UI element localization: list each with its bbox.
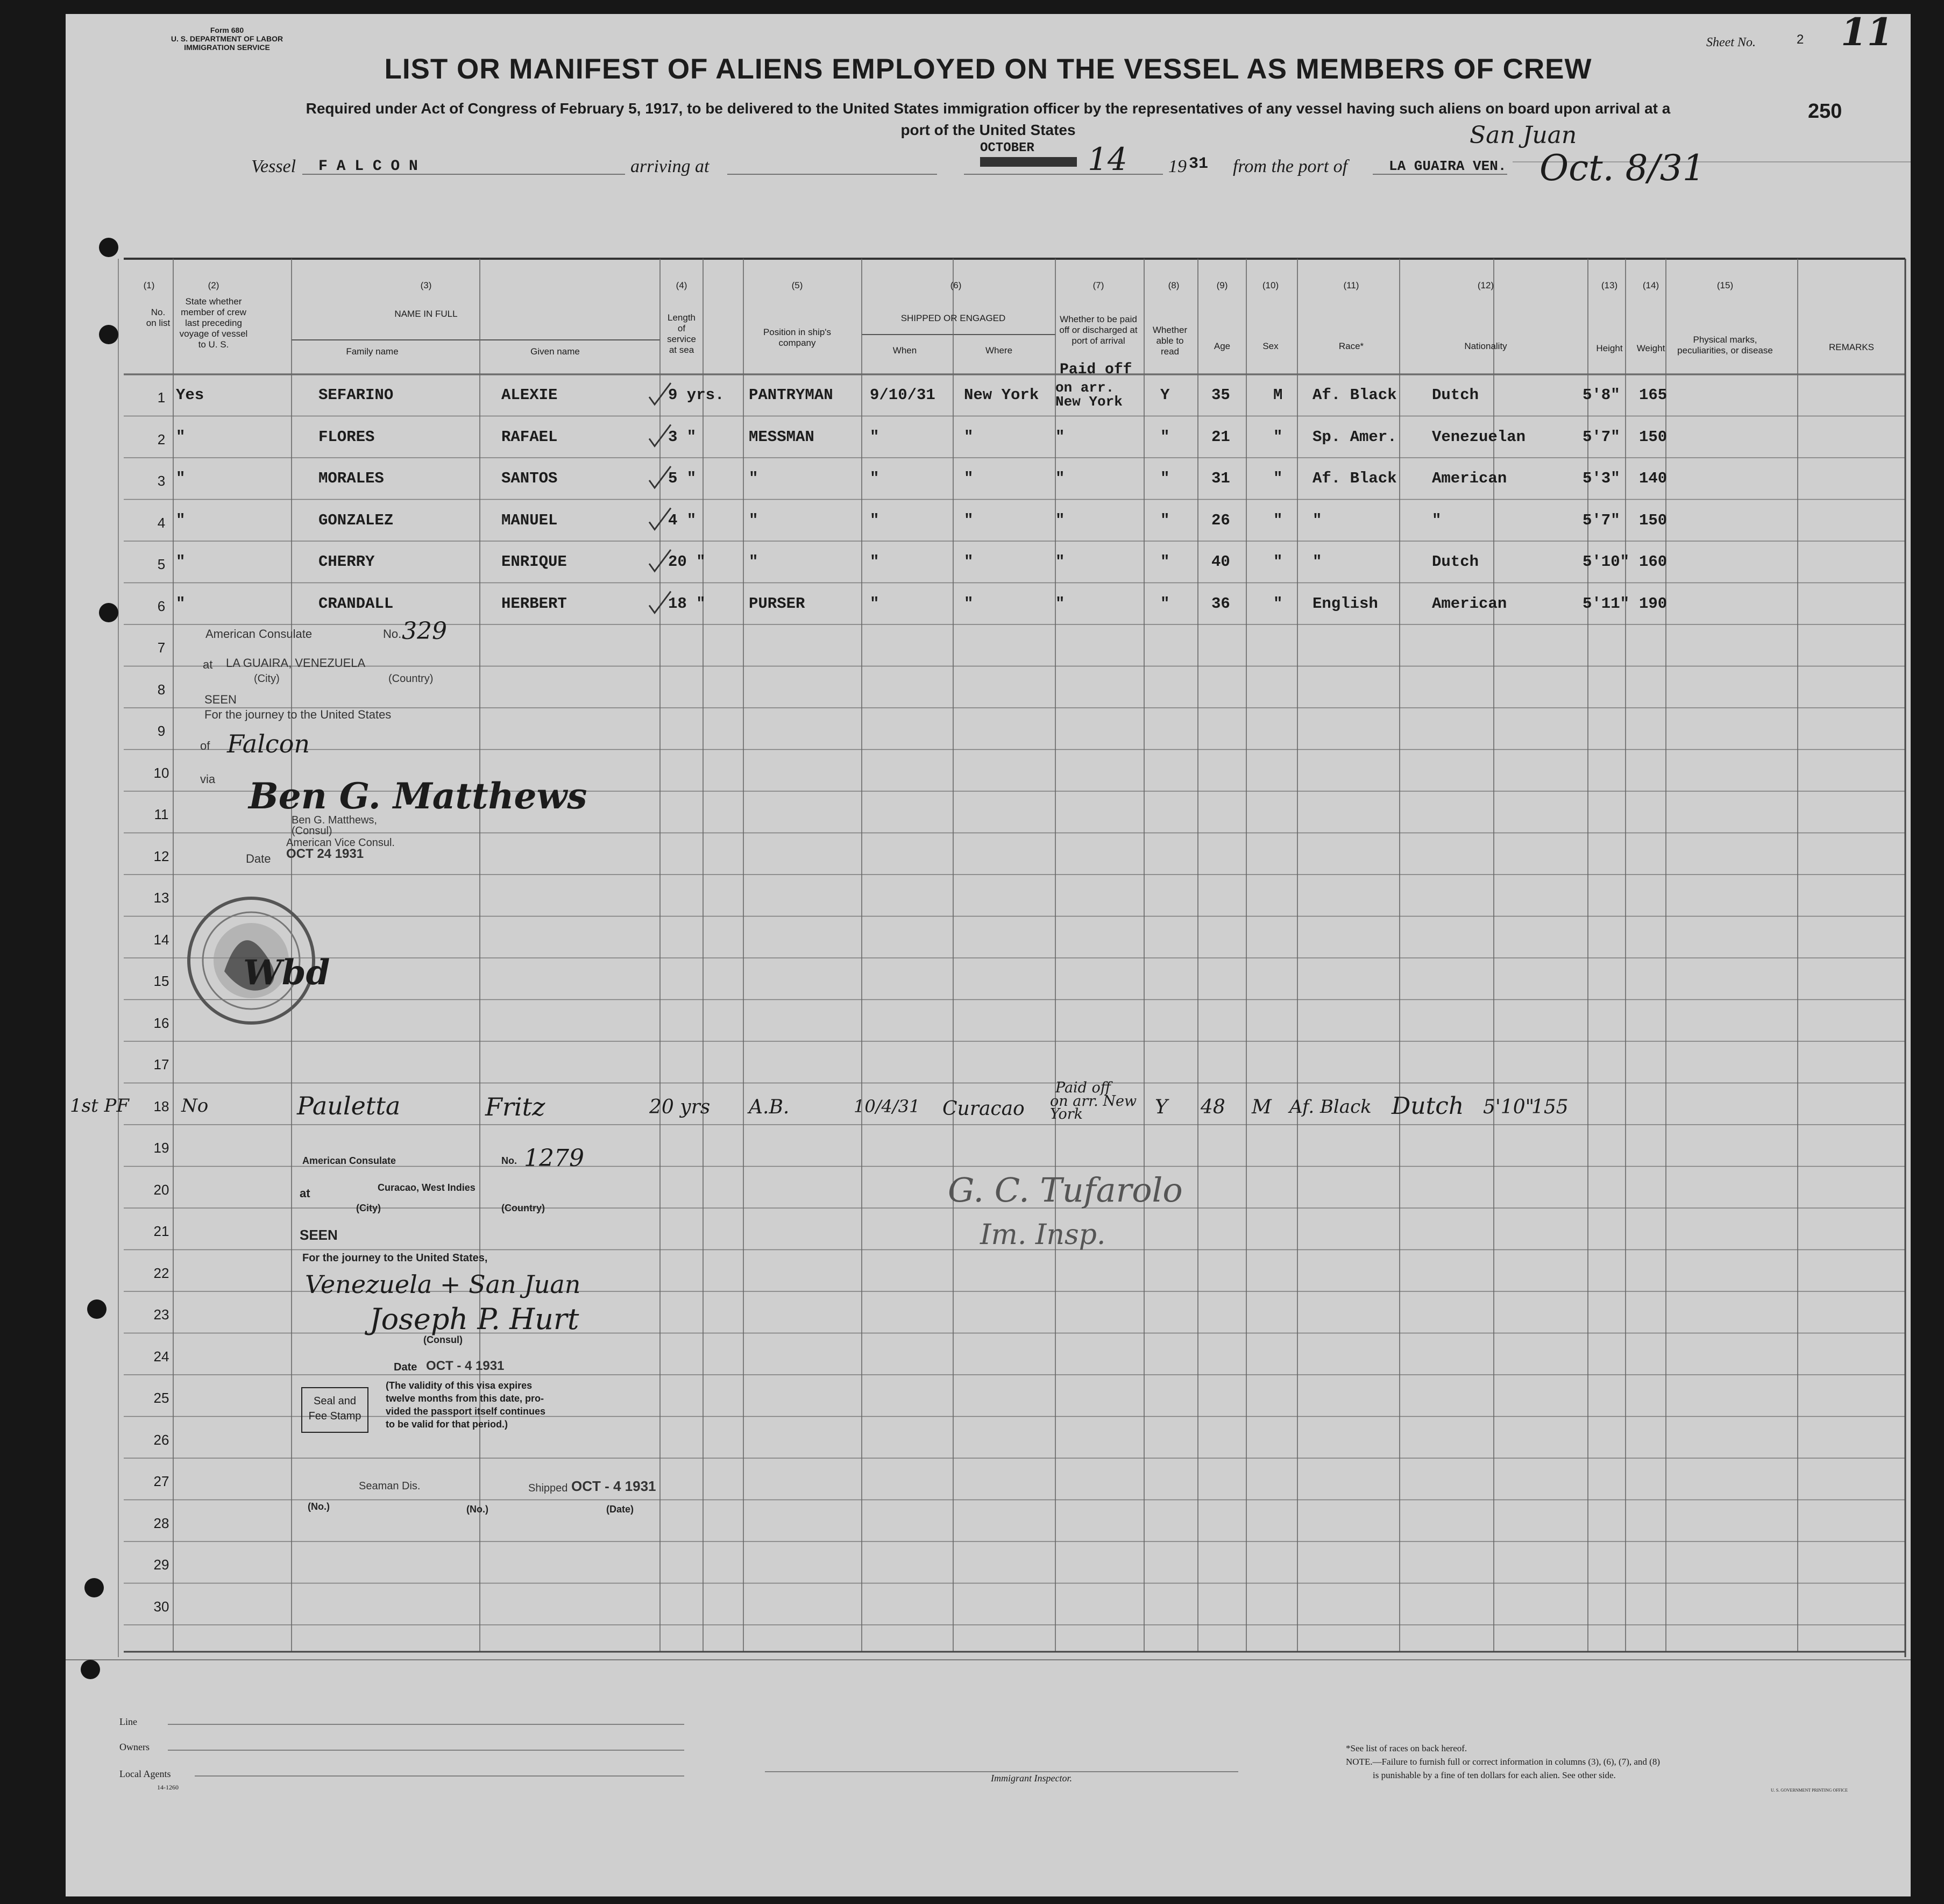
corner-mark: 11 <box>1841 14 1893 54</box>
row-number: 12 <box>153 848 169 864</box>
paid-off-cell: " <box>1055 511 1065 529</box>
able-to-read-cell: " <box>1160 511 1170 529</box>
footer-line-label: Line <box>119 1716 137 1727</box>
stamp1-signature: Ben G. Matthews <box>249 775 587 817</box>
sex-cell: " <box>1273 428 1283 446</box>
subtitle-line-1: Required under Act of Congress of February 5, 1917, to be delivered to the United States immigration officer by the representatives of any vessel having such aliens on board upon arrival at a <box>306 100 1671 117</box>
paid-off-cell: " <box>1055 553 1065 571</box>
row18-when: 10/4/31 <box>854 1096 920 1117</box>
sheet-label: Sheet No. <box>1706 35 1756 49</box>
given-name-cell: HERBERT <box>501 594 567 613</box>
weight-cell: 150 <box>1639 428 1668 446</box>
nationality-cell: Dutch <box>1432 553 1479 571</box>
shipped-where-cell: " <box>964 594 974 613</box>
col-num: (12) <box>1477 280 1494 290</box>
stamp1-city: (City) <box>254 673 280 685</box>
col-num: (7) <box>1092 280 1104 290</box>
able-to-read-cell: Y <box>1160 386 1170 404</box>
row-number: 16 <box>153 1014 169 1031</box>
vessel-name: F A L C O N <box>318 158 418 175</box>
stamp1-date: OCT 24 1931 <box>286 847 364 861</box>
stamp2-validity <box>386 1379 545 1431</box>
col-num: (1) <box>143 280 155 290</box>
shipped-when-cell: " <box>870 511 879 529</box>
position-cell: " <box>749 470 758 487</box>
header-height: Height <box>1596 343 1623 353</box>
binder-hole-icon <box>84 1578 104 1597</box>
row-number: 17 <box>153 1056 169 1072</box>
stamp2-seaman: Seaman Dis. <box>359 1480 421 1492</box>
shipped-where-cell: " <box>964 553 974 571</box>
departure-date: Oct. 8/31 <box>1539 147 1705 189</box>
row-number: 2 <box>157 431 166 447</box>
length-of-service-cell: 5 " <box>668 470 697 487</box>
header-sex: Sex <box>1262 341 1279 351</box>
shipped-when-cell: " <box>870 470 879 487</box>
age-cell: 26 <box>1211 511 1230 529</box>
header-age: Age <box>1214 341 1231 351</box>
header-race: Race* <box>1338 341 1364 351</box>
length-of-service-cell: 20 " <box>668 553 706 571</box>
race-cell: Sp. Amer. <box>1312 428 1397 446</box>
position-cell: PURSER <box>749 594 805 613</box>
row18-family: Pauletta <box>297 1091 401 1120</box>
col-num: (2) <box>208 280 219 290</box>
header-weight: Weight <box>1636 343 1665 353</box>
fee-stamp-line: Seal and <box>314 1395 356 1407</box>
race-cell: " <box>1312 511 1322 529</box>
family-name-cell: SEFARINO <box>318 386 394 404</box>
col-num: (5) <box>791 280 803 290</box>
department: U. S. DEPARTMENT OF LABOR <box>171 34 283 43</box>
age-cell: 21 <box>1211 428 1230 446</box>
nationality-cell: American <box>1432 470 1507 487</box>
weight-cell: 150 <box>1639 511 1668 529</box>
col-num: (9) <box>1216 280 1228 290</box>
given-name-cell: RAFAEL <box>501 428 558 446</box>
row-number: 6 <box>157 598 166 614</box>
col-num: (10) <box>1262 280 1279 290</box>
stamp1-of-hand: Falcon <box>227 729 310 758</box>
given-name-cell: SANTOS <box>501 470 558 487</box>
stamp1-country: (Country) <box>388 673 434 685</box>
shipped-when-cell: " <box>870 594 879 613</box>
row18-height: 5'10" <box>1483 1096 1535 1118</box>
validity-line: twelve months from this date, pro- <box>386 1393 544 1404</box>
row18-nationality: Dutch <box>1392 1092 1464 1120</box>
year-prefix: 19 <box>1168 157 1187 176</box>
row-number: 5 <box>157 556 166 572</box>
stamp2-no-a: (No.) <box>308 1501 330 1512</box>
binder-hole-icon <box>99 238 118 257</box>
family-name-cell: CHERRY <box>318 553 375 571</box>
col-num: (8) <box>1168 280 1180 290</box>
length-of-service-cell: 3 " <box>668 428 697 446</box>
inspector-title-hand: Im. Insp. <box>980 1219 1106 1251</box>
age-cell: 40 <box>1211 553 1230 571</box>
row18-sex: M <box>1252 1096 1272 1118</box>
footer-agents-label: Local Agents <box>119 1768 171 1779</box>
prev-voyage-cell: " <box>176 553 186 571</box>
row18-race: Af. Black <box>1289 1096 1372 1118</box>
header-nationality: Nationality <box>1464 341 1507 351</box>
fee-stamp-box <box>301 1387 368 1433</box>
stamp2-consul: (Consul) <box>423 1334 463 1345</box>
position-cell: " <box>749 553 758 571</box>
stamp1-journey: For the journey to the United States <box>204 708 392 721</box>
row18-weight: 155 <box>1531 1096 1569 1118</box>
prev-voyage-cell: " <box>176 511 186 529</box>
stamp1-date-label: Date <box>246 852 271 865</box>
prev-voyage-cell: Yes <box>176 386 204 404</box>
height-cell: 5'3" <box>1583 470 1620 487</box>
stamp2-no-b: (No.) <box>466 1504 488 1515</box>
paid-off-cell: " <box>1055 594 1065 613</box>
binder-hole-icon <box>99 603 118 622</box>
col-num: (3) <box>420 280 432 290</box>
port-of-departure: LA GUAIRA VEN. <box>1389 158 1507 174</box>
header-name-in-full: NAME IN FULL <box>394 309 458 319</box>
row-number: 13 <box>153 890 169 906</box>
arrival-day: 14 <box>1088 141 1127 177</box>
stamp2-shipped: Shipped <box>528 1482 568 1494</box>
row18-prev: No <box>181 1095 209 1117</box>
nationality-cell: " <box>1432 511 1442 529</box>
stamp1-consul: (Consul) <box>292 825 332 837</box>
stamp2-at: at <box>300 1187 310 1200</box>
stamp2-city-country: Curacao, West Indies <box>378 1182 476 1193</box>
header-shipped-engaged: SHIPPED OR ENGAGED <box>900 313 1006 323</box>
row-number: 15 <box>153 973 169 989</box>
col-num: (13) <box>1601 280 1618 290</box>
binder-hole-icon <box>87 1299 107 1319</box>
stamp2-city: (City) <box>356 1203 381 1213</box>
footer-code: 14-1260 <box>157 1784 179 1791</box>
race-cell: Af. Black <box>1312 470 1397 487</box>
port-note: San Juan <box>1470 122 1577 149</box>
stamp1-seen: SEEN <box>204 693 237 706</box>
row-number: 24 <box>153 1348 169 1365</box>
binder-hole-icon <box>99 325 118 344</box>
manifest-sheet <box>66 14 1911 1896</box>
vessel-label: Vessel <box>251 157 296 176</box>
header-state-whether: State whether member of crew last preceding voyage of vessel to U. S. <box>179 296 248 350</box>
prev-voyage-cell: " <box>176 470 186 487</box>
col-num: (6) <box>950 280 962 290</box>
sex-cell: " <box>1273 470 1283 487</box>
row18-given: Fritz <box>485 1092 545 1121</box>
footer-owners-label: Owners <box>119 1742 150 1752</box>
subtitle-line-2: port of the United States <box>900 122 1076 138</box>
row-number: 23 <box>153 1306 169 1323</box>
row-number: 22 <box>153 1264 169 1281</box>
col-num: (14) <box>1642 280 1659 290</box>
seal-initials: Wbd <box>243 953 330 993</box>
row18-where: Curacao <box>942 1098 1025 1120</box>
stamp2-no-label: No. <box>501 1155 517 1166</box>
weight-cell: 165 <box>1639 386 1668 404</box>
row18-service: 20 yrs <box>649 1096 711 1118</box>
able-to-read-cell: " <box>1160 594 1170 613</box>
stamp1-at: at <box>203 658 213 671</box>
header-family-name: Family name <box>346 346 399 357</box>
race-cell: Af. Black <box>1312 386 1397 404</box>
stamp2-date: OCT - 4 1931 <box>426 1359 505 1373</box>
weight-cell: 190 <box>1639 594 1668 613</box>
stamp2-date-label: Date <box>394 1361 417 1373</box>
row-number: 30 <box>153 1598 169 1615</box>
position-cell: " <box>749 511 758 529</box>
family-name-cell: CRANDALL <box>318 594 394 613</box>
service: IMMIGRATION SERVICE <box>184 43 270 52</box>
row-number: 28 <box>153 1515 169 1531</box>
binder-hole-icon <box>81 1660 100 1679</box>
paid-off-cell: on arr. New York <box>1055 380 1123 410</box>
row-number: 27 <box>153 1473 169 1489</box>
row18-paid-top: Paid off <box>1055 1079 1111 1096</box>
row-number: 11 <box>154 806 169 822</box>
header-whether-paid: Whether to be paid off or discharged at port of arrival <box>1059 314 1138 346</box>
stamp1-title: American Vice Consul. <box>286 837 395 849</box>
position-cell: PANTRYMAN <box>749 386 833 404</box>
row-number: 9 <box>157 723 166 739</box>
given-name-cell: ENRIQUE <box>501 553 567 571</box>
paid-off-cell: " <box>1055 428 1065 446</box>
able-to-read-cell: " <box>1160 470 1170 487</box>
stamp2-shipped-date: OCT - 4 1931 <box>571 1478 656 1494</box>
row-number: 10 <box>153 764 169 781</box>
prev-voyage-cell: " <box>176 428 186 446</box>
row-number: 26 <box>153 1431 169 1448</box>
sex-cell: M <box>1273 386 1283 404</box>
row-number: 4 <box>157 514 166 531</box>
row18-left-note: 1st PF <box>70 1095 130 1117</box>
stamp2-signature: Joseph P. Hurt <box>370 1302 579 1336</box>
row-number: 1 <box>157 389 166 406</box>
arriving-label: arriving at <box>630 157 710 176</box>
header-given-name: Given name <box>530 346 580 357</box>
nationality-cell: American <box>1432 594 1507 613</box>
shipped-where-cell: " <box>964 470 974 487</box>
stamp2-journey: For the journey to the United States, <box>302 1252 488 1264</box>
footer-note-1: *See list of races on back hereof. <box>1346 1743 1467 1753</box>
row-number: 21 <box>153 1223 169 1239</box>
shipped-where-cell: " <box>964 511 974 529</box>
col-num: (11) <box>1343 280 1359 290</box>
row-number: 3 <box>157 473 166 489</box>
validity-line: vided the passport itself continues <box>386 1406 546 1417</box>
height-cell: 5'10" <box>1583 553 1630 571</box>
shipped-when-cell: " <box>870 553 879 571</box>
length-of-service-cell: 9 yrs. <box>668 386 725 404</box>
page-title: LIST OR MANIFEST OF ALIENS EMPLOYED ON THE VESSEL AS MEMBERS OF CREW <box>384 53 1592 85</box>
stamp2-number: 1279 <box>524 1145 584 1172</box>
row-number: 20 <box>153 1181 169 1198</box>
sex-cell: " <box>1273 511 1283 529</box>
given-name-cell: ALEXIE <box>501 386 558 404</box>
row18-position: A.B. <box>749 1096 790 1118</box>
validity-line: to be valid for that period.) <box>386 1419 508 1430</box>
footer-inspector-label: Immigrant Inspector. <box>991 1773 1072 1784</box>
length-of-service-cell: 18 " <box>668 594 706 613</box>
paid-off-top: Paid off <box>1060 361 1132 378</box>
race-cell: English <box>1312 594 1378 613</box>
form-number: Form 680 <box>210 26 244 34</box>
stamp1-consul-name: Ben G. Matthews, <box>292 814 377 826</box>
shipped-where-cell: " <box>964 428 974 446</box>
race-cell: " <box>1312 553 1322 571</box>
row-number: 19 <box>153 1140 169 1156</box>
sex-cell: " <box>1273 594 1283 613</box>
able-to-read-cell: " <box>1160 553 1170 571</box>
row-number: 7 <box>157 640 166 656</box>
row-number: 18 <box>153 1098 169 1114</box>
inspector-signature: G. C. Tufarolo <box>948 1170 1183 1210</box>
header-physical-marks: Physical marks, peculiarities, or disease <box>1677 335 1773 356</box>
footer-note-3: is punishable by a fine of ten dollars for each alien. See other side. <box>1373 1770 1616 1780</box>
stamp1-city-country: LA GUAIRA, VENEZUELA <box>226 656 366 670</box>
header-no-on-list: No. on list <box>146 307 171 328</box>
paid-off-cell: " <box>1055 470 1065 487</box>
footer-note-2: NOTE.—Failure to furnish full or correct information in columns (3), (6), (7), and (8) <box>1346 1757 1660 1767</box>
validity-line: (The validity of this visa expires <box>386 1380 533 1391</box>
weight-cell: 140 <box>1639 470 1668 487</box>
sheet-number: 2 <box>1797 32 1804 47</box>
form-block <box>146 26 308 52</box>
from-port-label: from the port of <box>1233 157 1348 176</box>
height-cell: 5'7" <box>1583 428 1620 446</box>
table-grid <box>66 14 1911 1896</box>
sex-cell: " <box>1273 553 1283 571</box>
col-num: (4) <box>676 280 687 290</box>
fee-stamp-line: Fee Stamp <box>308 1410 361 1422</box>
shipped-when-cell: " <box>870 428 879 446</box>
nationality-cell: Dutch <box>1432 386 1479 404</box>
stamp2-seen: SEEN <box>300 1227 338 1243</box>
stamp1-no-label: No. <box>383 627 402 641</box>
stamp1-consulate: American Consulate <box>205 627 313 641</box>
shipped-when-cell: 9/10/31 <box>870 386 935 404</box>
family-name-cell: GONZALEZ <box>318 511 394 529</box>
height-cell: 5'7" <box>1583 511 1620 529</box>
header-where: Where <box>985 345 1013 356</box>
header-remarks: REMARKS <box>1828 342 1875 352</box>
row18-read: Y <box>1155 1096 1168 1118</box>
height-cell: 5'8" <box>1583 386 1620 404</box>
header-able-to-read: Whether able to read <box>1152 325 1188 357</box>
height-cell: 5'11" <box>1583 594 1630 613</box>
given-name-cell: MANUEL <box>501 511 558 529</box>
struck-month <box>980 157 1077 167</box>
shipped-where-cell: New York <box>964 386 1039 404</box>
arrival-month: OCTOBER <box>980 141 1034 155</box>
age-cell: 31 <box>1211 470 1230 487</box>
able-to-read-cell: " <box>1160 428 1170 446</box>
row-number: 14 <box>153 931 169 948</box>
age-cell: 35 <box>1211 386 1230 404</box>
row-number: 25 <box>153 1390 169 1406</box>
nationality-cell: Venezuelan <box>1432 428 1526 446</box>
stamp1-of: of <box>200 739 210 752</box>
footer-printer: U. S. GOVERNMENT PRINTING OFFICE <box>1771 1788 1848 1793</box>
prev-voyage-cell: " <box>176 594 186 613</box>
age-cell: 36 <box>1211 594 1230 613</box>
family-name-cell: MORALES <box>318 470 384 487</box>
header-length-service: Length of service at sea <box>667 312 696 355</box>
family-name-cell: FLORES <box>318 428 375 446</box>
stamp1-number: 329 <box>402 617 447 645</box>
stamp2-consulate: American Consulate <box>302 1155 396 1166</box>
row-number: 8 <box>157 681 166 698</box>
arrival-year: 31 <box>1189 155 1209 173</box>
row18-age: 48 <box>1201 1096 1225 1118</box>
row18-paid: on arr. New York <box>1050 1093 1137 1122</box>
stamped-number: 250 <box>1806 100 1844 123</box>
position-cell: MESSMAN <box>749 428 814 446</box>
length-of-service-cell: 4 " <box>668 511 697 529</box>
header-when: When <box>892 345 917 356</box>
header-position: Position in ship's company <box>763 327 832 348</box>
stamp2-via-hand: Venezuela + San Juan <box>305 1270 581 1299</box>
col-num: (15) <box>1716 280 1734 290</box>
stamp2-date-small: (Date) <box>606 1504 634 1515</box>
row-number: 29 <box>153 1557 169 1573</box>
stamp1-via: via <box>200 772 216 786</box>
stamp2-country: (Country) <box>501 1203 545 1213</box>
weight-cell: 160 <box>1639 553 1668 571</box>
